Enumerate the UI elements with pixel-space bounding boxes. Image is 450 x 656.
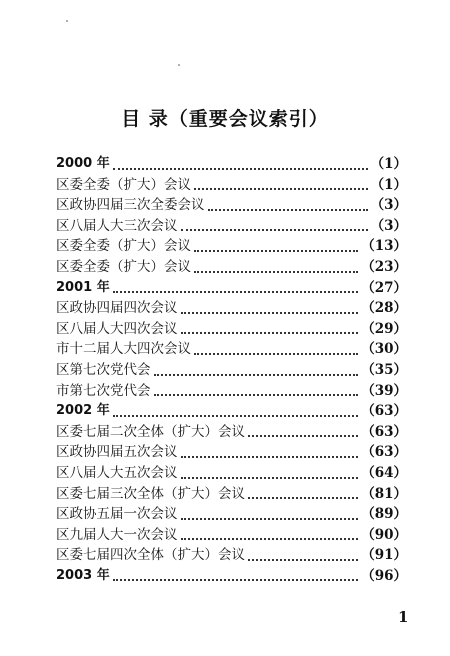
toc-entry-label: 区政协四届三次全委会议	[56, 197, 205, 214]
toc-year-heading	[56, 566, 407, 587]
toc-page-number: （63）	[361, 423, 407, 440]
toc-page-number: （23）	[361, 258, 407, 275]
toc-entry-label: 2002 年	[56, 403, 110, 419]
dot-leader	[181, 477, 359, 479]
toc-page-number: （64）	[361, 464, 407, 481]
toc-entry-label: 2000 年	[56, 156, 110, 171]
toc-entry-label: 区政协五届一次会议	[56, 506, 178, 523]
toc-page-number: （3）	[370, 197, 407, 214]
page-title: 目 录（重要会议索引）	[121, 108, 329, 130]
toc-page-number: （90）	[361, 526, 407, 543]
dot-leader	[194, 353, 358, 355]
toc-entry-label: 市十二届人大四次会议	[56, 341, 191, 358]
toc-entry	[56, 422, 407, 443]
toc-entry-label: 区委七届二次全体（扩大）会议	[56, 423, 245, 440]
table-of-contents	[56, 154, 407, 586]
toc-page-number: （27）	[361, 279, 407, 296]
toc-page-number: （63）	[361, 444, 407, 461]
toc-entry	[56, 236, 407, 257]
toc-page-number: （28）	[361, 300, 407, 317]
toc-page-number: （29）	[361, 320, 407, 337]
dot-leader	[181, 229, 368, 231]
dot-leader	[113, 415, 358, 417]
scan-speck	[66, 20, 68, 22]
dot-leader	[181, 312, 359, 314]
toc-page-number: （30）	[361, 341, 407, 358]
toc-entry	[56, 216, 407, 237]
toc-page-number: （1）	[370, 176, 407, 193]
toc-entry-label: 区委全委（扩大）会议	[56, 238, 191, 255]
toc-entry-label: 区第七次党代会	[56, 361, 151, 378]
toc-page-number: （63）	[361, 403, 407, 420]
toc-entry	[56, 360, 407, 381]
toc-year-heading	[56, 401, 407, 422]
toc-year-heading	[56, 154, 407, 175]
toc-page-number: （89）	[361, 506, 407, 523]
dot-leader	[181, 538, 359, 540]
toc-entry-label: 区委七届三次全体（扩大）会议	[56, 485, 245, 502]
toc-entry-label: 区委全委（扩大）会议	[56, 258, 191, 275]
toc-page-number: （1）	[370, 156, 407, 172]
toc-entry	[56, 525, 407, 546]
dot-leader	[208, 209, 368, 211]
toc-entry-label: 2001 年	[56, 279, 110, 295]
toc-entry-label: 区政协四届五次会议	[56, 444, 178, 461]
toc-entry	[56, 298, 407, 319]
dot-leader	[248, 559, 358, 561]
toc-page-number: （3）	[370, 217, 407, 234]
toc-page-number: （13）	[361, 238, 407, 255]
toc-page-number: （35）	[361, 361, 407, 378]
dot-leader	[154, 394, 359, 396]
dot-leader	[194, 271, 358, 273]
scan-speck	[178, 64, 180, 66]
dot-leader	[181, 518, 359, 520]
page-number: 1	[398, 608, 409, 626]
dot-leader	[248, 497, 358, 499]
dot-leader	[113, 579, 358, 581]
toc-entry	[56, 484, 407, 505]
toc-entry	[56, 381, 407, 402]
dot-leader	[154, 374, 359, 376]
toc-entry	[56, 257, 407, 278]
toc-page-number: （96）	[361, 567, 407, 584]
toc-entry	[56, 442, 407, 463]
toc-entry	[56, 545, 407, 566]
toc-entry-label: 2003 年	[56, 567, 110, 583]
toc-page-number: （81）	[361, 485, 407, 502]
toc-entry	[56, 504, 407, 525]
toc-entry	[56, 319, 407, 340]
dot-leader	[113, 168, 368, 170]
toc-entry-label: 市第七次党代会	[56, 382, 151, 399]
toc-entry-label: 区委全委（扩大）会议	[56, 176, 191, 193]
dot-leader	[181, 332, 359, 334]
toc-entry-label: 区九届人大一次会议	[56, 526, 178, 543]
toc-year-heading	[56, 278, 407, 299]
dot-leader	[248, 435, 358, 437]
toc-page-number: （91）	[361, 547, 407, 564]
dot-leader	[113, 291, 358, 293]
toc-entry	[56, 175, 407, 196]
dot-leader	[194, 188, 368, 190]
dot-leader	[194, 250, 358, 252]
toc-entry	[56, 195, 407, 216]
toc-entry	[56, 463, 407, 484]
toc-entry-label: 区八届人大五次会议	[56, 464, 178, 481]
dot-leader	[181, 456, 359, 458]
toc-entry-label: 区八届人大三次会议	[56, 217, 178, 234]
toc-entry-label: 区政协四届四次会议	[56, 300, 178, 317]
toc-page-number: （39）	[361, 382, 407, 399]
toc-entry-label: 区委七届四次全体（扩大）会议	[56, 547, 245, 564]
toc-entry	[56, 339, 407, 360]
toc-entry-label: 区八届人大四次会议	[56, 320, 178, 337]
